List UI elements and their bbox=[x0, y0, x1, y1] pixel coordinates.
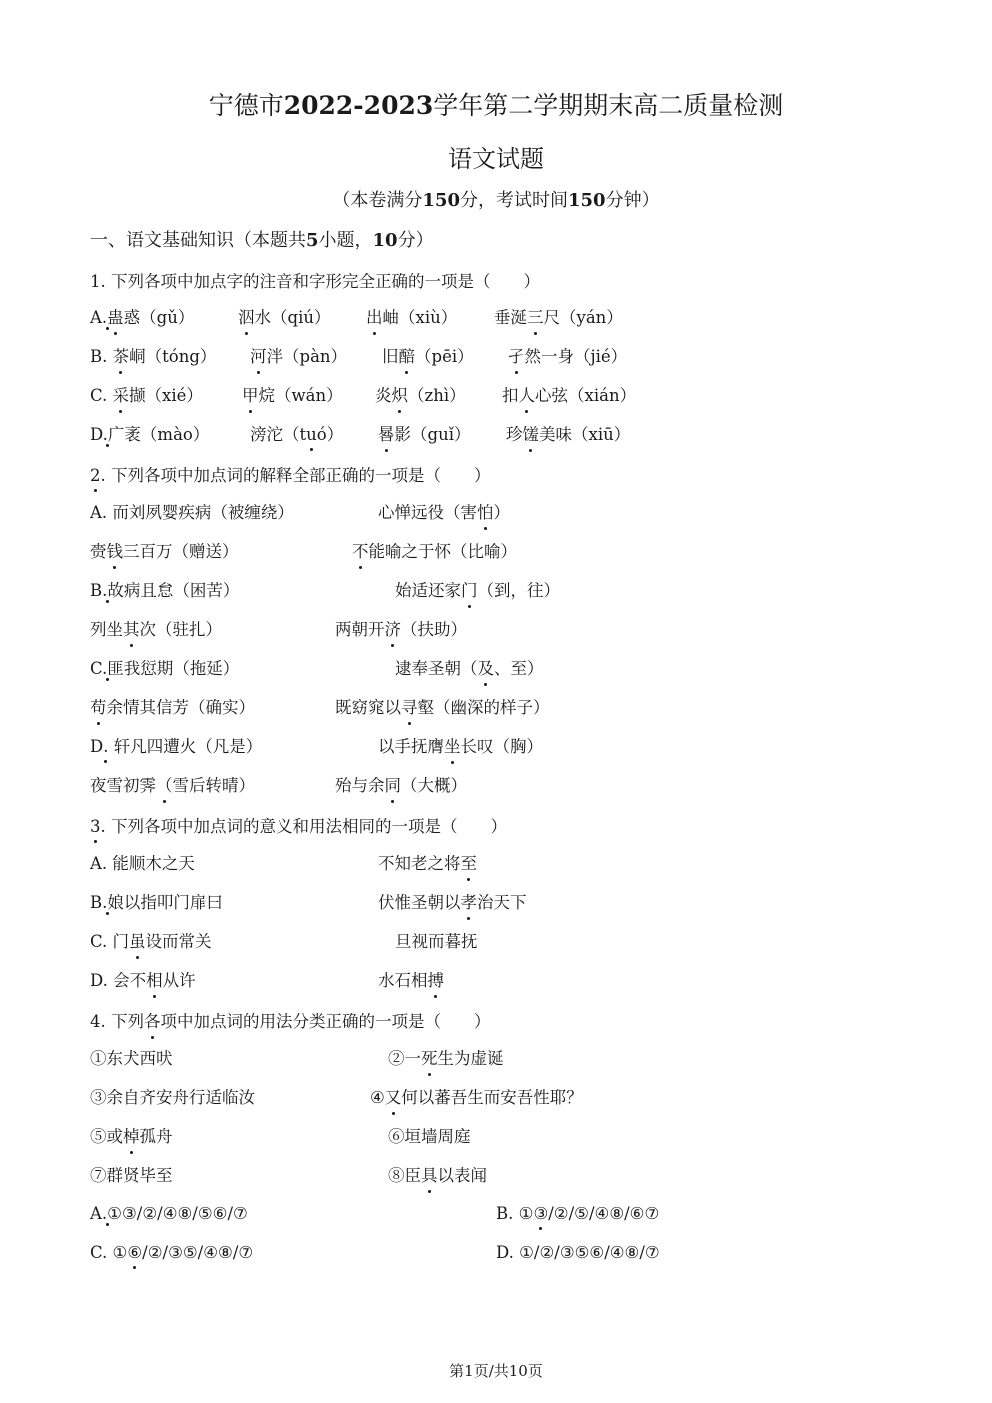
text-line: B.娘以指叩门扉曰 bbox=[90, 893, 223, 912]
text-line: D. ①/②/③⑤⑥/④⑧/⑦ bbox=[496, 1243, 660, 1262]
exam-note: （本卷满分150分，考试时间150分钟） bbox=[332, 190, 660, 211]
text-line: 始适还家门（到，往） bbox=[395, 577, 560, 601]
page-footer: 第1页/共10页 bbox=[449, 1362, 543, 1380]
text-line: 伏惟圣朝以孝治天下 bbox=[378, 889, 527, 913]
text-line: C. 门虽设而常关 bbox=[90, 928, 212, 952]
text-line: B. ①③/②/⑤/④⑧/⑥⑦ bbox=[496, 1204, 660, 1223]
text-line: D. 轩凡四遭火（凡是） bbox=[90, 737, 263, 756]
text-line: 甲烷（wán） bbox=[242, 382, 343, 406]
text-line: C. 采撷（xié） bbox=[90, 382, 203, 406]
text-line: 2. 下列各项中加点词的解释全部正确的一项是（ ） bbox=[90, 466, 491, 485]
text-line: 出岫（xiù） bbox=[366, 304, 457, 328]
text-line: ⑦群贤毕至 bbox=[90, 1166, 173, 1185]
text-line: 以手抚膺坐长叹（胸） bbox=[378, 733, 543, 757]
subject-title: 语文试题 bbox=[448, 145, 544, 173]
text-line: 心惮远役（害怕） bbox=[378, 499, 510, 523]
text-line: D.广袤（mào） bbox=[90, 425, 210, 444]
text-line: A.①③/②/④⑧/⑤⑥/⑦ bbox=[90, 1204, 248, 1223]
text-line: B. 茶峒（tóng） bbox=[90, 343, 216, 367]
text-line: 孑然一身（jié） bbox=[508, 343, 627, 367]
text-line: A. 能顺木之天 bbox=[90, 854, 195, 873]
text-line: ⑥垣墙周庭 bbox=[388, 1127, 471, 1146]
text-line: ④又何以蕃吾生而安吾性耶？ bbox=[370, 1084, 583, 1108]
text-line: 泅水（qiú） bbox=[238, 304, 330, 328]
text-line: 夜雪初霁（雪后转晴） bbox=[90, 772, 255, 796]
text-line: ①东犬西吠 bbox=[90, 1049, 173, 1068]
text-line: 3. 下列各项中加点词的意义和用法相同的一项是（ ） bbox=[90, 817, 507, 836]
text-line: 1. 下列各项中加点字的注音和字形完全正确的一项是（ ） bbox=[90, 272, 540, 291]
text-line: D. 会不相从许 bbox=[90, 967, 196, 991]
text-line: C.匪我愆期（拖延） bbox=[90, 659, 240, 678]
text-line: A.蛊惑（gǔ） bbox=[90, 304, 194, 328]
text-line: 旦视而暮抚 bbox=[395, 932, 478, 951]
text-line: 不知老之将至 bbox=[378, 850, 477, 874]
text-line: 垂涎三尺（yán） bbox=[494, 304, 623, 328]
text-line: ③余自齐安舟行适临汝 bbox=[90, 1088, 255, 1107]
text-line: ⑤或棹孤舟 bbox=[90, 1123, 173, 1147]
text-line: 4. 下列各项中加点词的用法分类正确的一项是（ ） bbox=[90, 1008, 491, 1032]
text-line: 炎炽（zhì） bbox=[375, 382, 466, 406]
text-line: 两朝开济（扶助） bbox=[335, 616, 467, 640]
text-line: 扣人心弦（xián） bbox=[502, 382, 636, 406]
text-line: C. ①⑥/②/③⑤/④⑧/⑦ bbox=[90, 1243, 254, 1262]
text-line: 旧醅（pēi） bbox=[382, 343, 474, 367]
text-line: 既窈窕以寻壑（幽深的样子） bbox=[335, 694, 550, 718]
text-line: 逮奉圣朝（及、至） bbox=[395, 655, 544, 679]
text-line: B.故病且怠（困苦） bbox=[90, 581, 240, 600]
text-line: 河泮（pàn） bbox=[250, 343, 347, 367]
text-line: 殆与余同（大概） bbox=[335, 772, 467, 796]
text-line: ②一死生为虚诞 bbox=[388, 1045, 504, 1069]
text-line: A. 而刘夙婴疾病（被缠绕） bbox=[90, 503, 294, 522]
section-heading: 一、语文基础知识（本题共5小题，10分） bbox=[90, 230, 434, 251]
text-line: 晷影（guǐ） bbox=[378, 421, 470, 445]
text-line: 滂沱（tuó） bbox=[250, 425, 344, 444]
exam-title: 宁德市2022-2023学年第二学期期末高二质量检测 bbox=[208, 91, 784, 120]
text-line: 列坐其次（驻扎） bbox=[90, 616, 222, 640]
text-line: ⑧臣具以表闻 bbox=[388, 1162, 487, 1186]
text-line: 苟余情其信芳（确实） bbox=[90, 694, 255, 718]
text-line: 水石相搏 bbox=[378, 967, 444, 991]
text-line: 赍钱三百万（赠送） bbox=[90, 538, 239, 562]
text-line: 珍馐美味（xiū） bbox=[506, 421, 630, 445]
text-line: 不能喻之于怀（比喻） bbox=[352, 538, 517, 562]
